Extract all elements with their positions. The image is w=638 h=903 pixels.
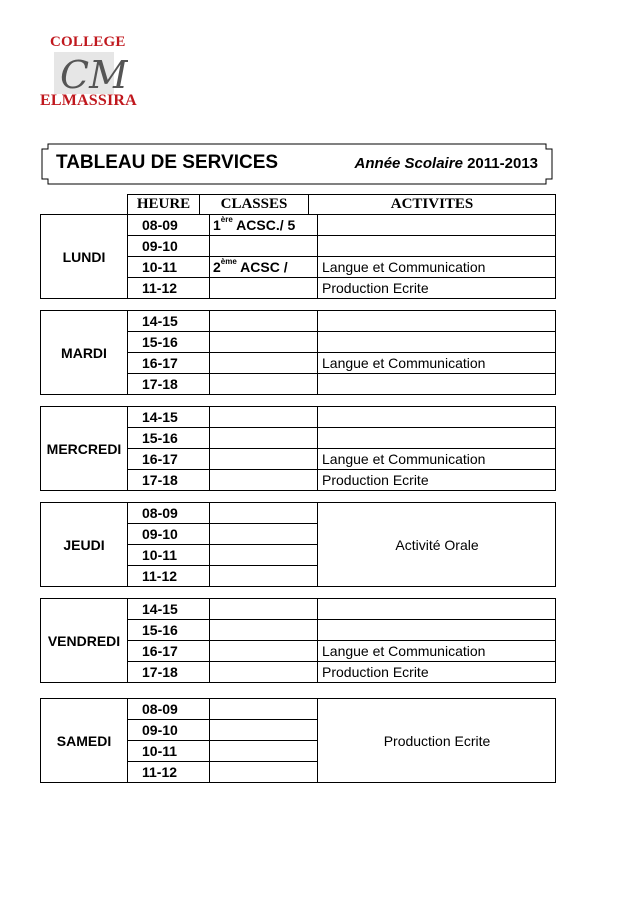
hour-cell: 14-15: [128, 407, 210, 428]
hour-cell: 08-09: [128, 699, 210, 720]
class-cell: [210, 566, 318, 587]
day-name: MERCREDI: [41, 407, 128, 491]
class-cell: [210, 353, 318, 374]
activity-cell: [318, 236, 556, 257]
class-cell: [210, 236, 318, 257]
class-cell: [210, 374, 318, 395]
activity-cell: [318, 620, 556, 641]
class-cell: [210, 741, 318, 762]
class-cell: [210, 428, 318, 449]
header-activites: ACTIVITES: [309, 195, 556, 215]
hour-cell: 10-11: [128, 257, 210, 278]
header-blank: [40, 195, 128, 215]
hour-cell: 17-18: [128, 470, 210, 491]
activity-cell: [318, 332, 556, 353]
day-name: MARDI: [41, 311, 128, 395]
logo-line1: COLLEGE: [50, 34, 126, 50]
hour-cell: 14-15: [128, 599, 210, 620]
hour-cell: 11-12: [128, 762, 210, 783]
activity-cell: [318, 407, 556, 428]
title-banner: [40, 143, 554, 185]
header-classes: CLASSES: [200, 195, 309, 215]
activity-cell: Langue et Communication: [318, 449, 556, 470]
hour-cell: 09-10: [128, 236, 210, 257]
class-cell: [210, 503, 318, 524]
hour-cell: 09-10: [128, 524, 210, 545]
hour-cell: 16-17: [128, 641, 210, 662]
hour-cell: 15-16: [128, 620, 210, 641]
class-cell: [210, 524, 318, 545]
activity-cell: Activité Orale: [318, 503, 556, 587]
hour-cell: 17-18: [128, 662, 210, 683]
class-cell: [210, 699, 318, 720]
hour-cell: 15-16: [128, 332, 210, 353]
activity-cell: [318, 215, 556, 236]
activity-cell: Production Ecrite: [318, 470, 556, 491]
day-name: LUNDI: [41, 215, 128, 299]
college-logo: [40, 34, 137, 116]
activity-cell: [318, 599, 556, 620]
class-cell: 2ème ACSC /: [210, 257, 318, 278]
hour-cell: 17-18: [128, 374, 210, 395]
activity-cell: Production Ecrite: [318, 662, 556, 683]
class-cell: [210, 278, 318, 299]
hour-cell: 15-16: [128, 428, 210, 449]
logo-line2: ELMASSIRA: [40, 92, 137, 109]
activity-cell: Production Ecrite: [318, 699, 556, 783]
hour-cell: 09-10: [128, 720, 210, 741]
activity-cell: Langue et Communication: [318, 257, 556, 278]
hour-cell: 10-11: [128, 741, 210, 762]
logo-monogram-icon: [40, 46, 128, 98]
class-cell: [210, 762, 318, 783]
class-cell: [210, 407, 318, 428]
column-header: [40, 194, 556, 215]
day-name: JEUDI: [41, 503, 128, 587]
hour-cell: 10-11: [128, 545, 210, 566]
class-cell: 1ère ACSC./ 5: [210, 215, 318, 236]
class-cell: [210, 332, 318, 353]
class-cell: [210, 599, 318, 620]
page-title: TABLEAU DE SERVICES: [56, 152, 279, 173]
header-heure: HEURE: [128, 195, 200, 215]
day-table-jeudi: [40, 502, 556, 587]
activity-cell: Langue et Communication: [318, 641, 556, 662]
activity-cell: [318, 374, 556, 395]
class-cell: [210, 470, 318, 491]
activity-cell: [318, 311, 556, 332]
day-table-samedi: [40, 698, 556, 783]
day-name: SAMEDI: [41, 699, 128, 783]
school-year-value: 2011-2013: [467, 155, 538, 172]
class-cell: [210, 545, 318, 566]
class-cell: [210, 662, 318, 683]
activity-cell: [318, 428, 556, 449]
class-cell: [210, 449, 318, 470]
hour-cell: 11-12: [128, 278, 210, 299]
hour-cell: 14-15: [128, 311, 210, 332]
day-name: VENDREDI: [41, 599, 128, 683]
hour-cell: 16-17: [128, 353, 210, 374]
day-table-mercredi: [40, 406, 556, 491]
logo-monogram: CM: [60, 53, 128, 97]
hour-cell: 08-09: [128, 503, 210, 524]
hour-cell: 11-12: [128, 566, 210, 587]
day-table-lundi: [40, 214, 556, 299]
day-table-vendredi: [40, 598, 556, 683]
school-year: [355, 155, 538, 172]
activity-cell: Production Ecrite: [318, 278, 556, 299]
class-cell: [210, 311, 318, 332]
activity-cell: Langue et Communication: [318, 353, 556, 374]
hour-cell: 16-17: [128, 449, 210, 470]
day-table-mardi: [40, 310, 556, 395]
class-cell: [210, 620, 318, 641]
class-cell: [210, 641, 318, 662]
school-year-label: Année Scolaire: [354, 155, 463, 172]
hour-cell: 08-09: [128, 215, 210, 236]
class-cell: [210, 720, 318, 741]
